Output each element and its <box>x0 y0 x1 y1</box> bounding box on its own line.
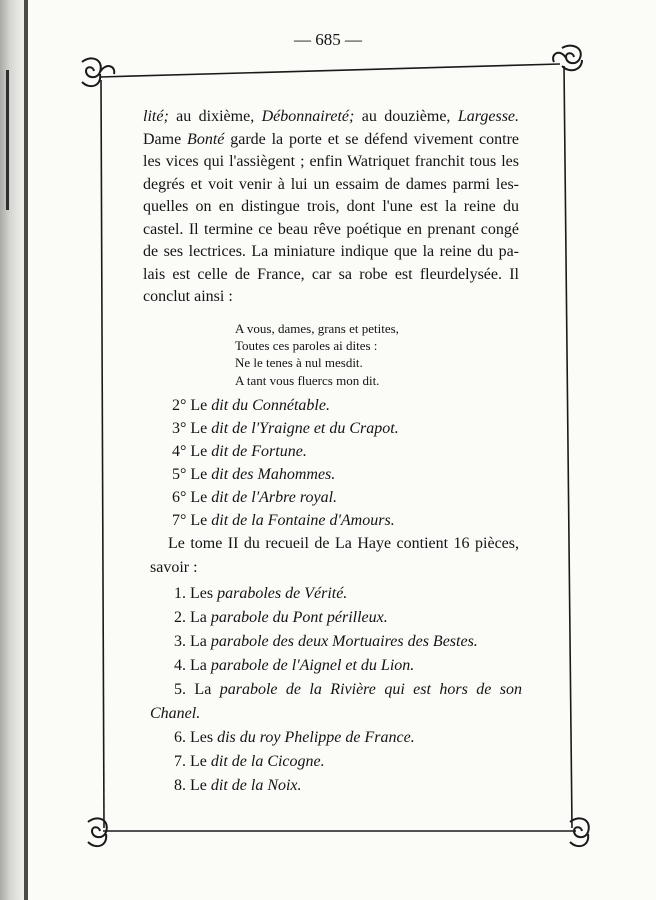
text-run: 3. La <box>174 633 211 650</box>
corner-ornament-br-icon <box>570 818 589 846</box>
list-item <box>150 702 522 726</box>
text-run: 2. La <box>174 609 211 626</box>
text-run: quelles on en distingue trois, dont l'une est la reine du <box>143 198 519 215</box>
italic-title: parabole de la Rivière qui est hors de son <box>219 681 523 698</box>
verse-quotation <box>235 320 399 389</box>
text-line <box>143 219 519 242</box>
text-run: Dame <box>143 130 188 148</box>
list-item <box>172 463 399 486</box>
text-line <box>143 286 519 309</box>
text-line <box>143 241 519 264</box>
italic-title: Chanel. <box>150 705 201 722</box>
text-line <box>143 196 519 219</box>
italic-title: dit de la Fontaine d'Amours. <box>211 512 395 529</box>
page-number: — 685 — <box>294 30 362 49</box>
text-run: 7. Le <box>174 753 211 770</box>
text-line <box>150 556 519 580</box>
list-item <box>150 606 522 630</box>
text-run: les vices qui l'assiègent ; enfin Watriquet franchit tous les <box>143 153 519 170</box>
dits-list <box>172 394 399 532</box>
list-item <box>150 654 522 678</box>
list-item <box>150 726 522 750</box>
text-run: 3° Le <box>172 420 212 437</box>
verse-line: Toutes ces paroles ai dites : <box>235 338 378 354</box>
italic-title: parabole du Pont périlleux. <box>210 609 388 626</box>
italic-title: dit de l'Arbre royal. <box>211 489 338 506</box>
text-run: 8. Le <box>174 777 211 794</box>
text-run: garde la porte et se défend vivement contre <box>224 130 519 148</box>
list-item <box>150 582 522 606</box>
italic-title: Bonté <box>187 130 225 148</box>
corner-ornament-tl-icon <box>82 58 114 86</box>
text-run: conclut ainsi : <box>143 288 233 305</box>
text-run: 6° Le <box>172 489 212 506</box>
list-item <box>150 774 522 798</box>
text-run: 5° Le <box>172 466 212 483</box>
text-run: au douzième, <box>354 108 458 125</box>
text-run: de ses lectrices. La miniature indique que la reine du pa- <box>143 243 519 260</box>
italic-title: dit du Connétable. <box>211 397 330 414</box>
verse-line: A tant vous fluercs mon dit. <box>235 372 380 388</box>
italic-title: dit de la Cicogne. <box>210 753 325 770</box>
list-item <box>150 678 522 702</box>
text-run: Le tome II du recueil de La Haye contient 16 pièces, <box>168 535 519 552</box>
text-run: 7° Le <box>172 512 212 529</box>
italic-title: dis du roy Phelippe de France. <box>217 729 415 746</box>
paraboles-list <box>150 582 522 798</box>
text-run: 4. La <box>174 657 211 674</box>
text-line <box>143 151 519 174</box>
list-item <box>172 417 399 440</box>
text-run: 2° Le <box>172 397 212 414</box>
italic-title: parabole des deux Mortuaires des Bestes. <box>210 633 478 650</box>
italic-title: dit de la Noix. <box>210 777 302 794</box>
text-run: 1. Les <box>174 585 218 602</box>
italic-title: dit de l'Yraigne et du Crapot. <box>211 420 399 437</box>
text-line <box>143 264 519 287</box>
corner-ornament-tr-icon <box>553 46 582 71</box>
text-run: 5. La <box>174 681 220 698</box>
text-run: savoir : <box>150 559 198 576</box>
italic-title: lité; <box>143 108 169 125</box>
list-item <box>150 630 522 654</box>
text-line <box>143 174 519 197</box>
list-item <box>150 750 522 774</box>
italic-title: dit des Mahommes. <box>211 466 336 483</box>
list-item <box>172 440 399 463</box>
italic-title: parabole de l'Aignel et du Lion. <box>210 657 415 674</box>
text-line <box>150 532 519 556</box>
text-run: castel. Il termine ce beau rêve poétique en prenant congé <box>143 220 519 238</box>
list-item <box>172 394 399 417</box>
text-run: lais est celle de France, car sa robe est fleurdelysée. Il <box>143 265 519 283</box>
italic-title: Largesse. <box>457 108 520 125</box>
verse-line: A vous, dames, grans et petites, <box>235 321 399 336</box>
text-run: au dixième, <box>168 108 262 125</box>
text-line <box>143 106 519 129</box>
text-line <box>143 129 519 152</box>
italic-title: dit de Fortune. <box>211 443 307 460</box>
tome-paragraph <box>150 532 519 580</box>
italic-title: Débonnaireté; <box>261 108 355 125</box>
text-run: 6. Les <box>174 729 218 746</box>
text-run: degrés et voit venir à lui un essaim de dames parmi les- <box>143 175 519 193</box>
verse-line: Ne le tenes à nul mesdit. <box>235 355 363 371</box>
text-run: 4° Le <box>172 443 212 460</box>
list-item <box>172 486 399 509</box>
italic-title: paraboles de Vérité. <box>217 585 348 602</box>
body-paragraph <box>143 106 519 309</box>
list-item <box>172 509 399 532</box>
